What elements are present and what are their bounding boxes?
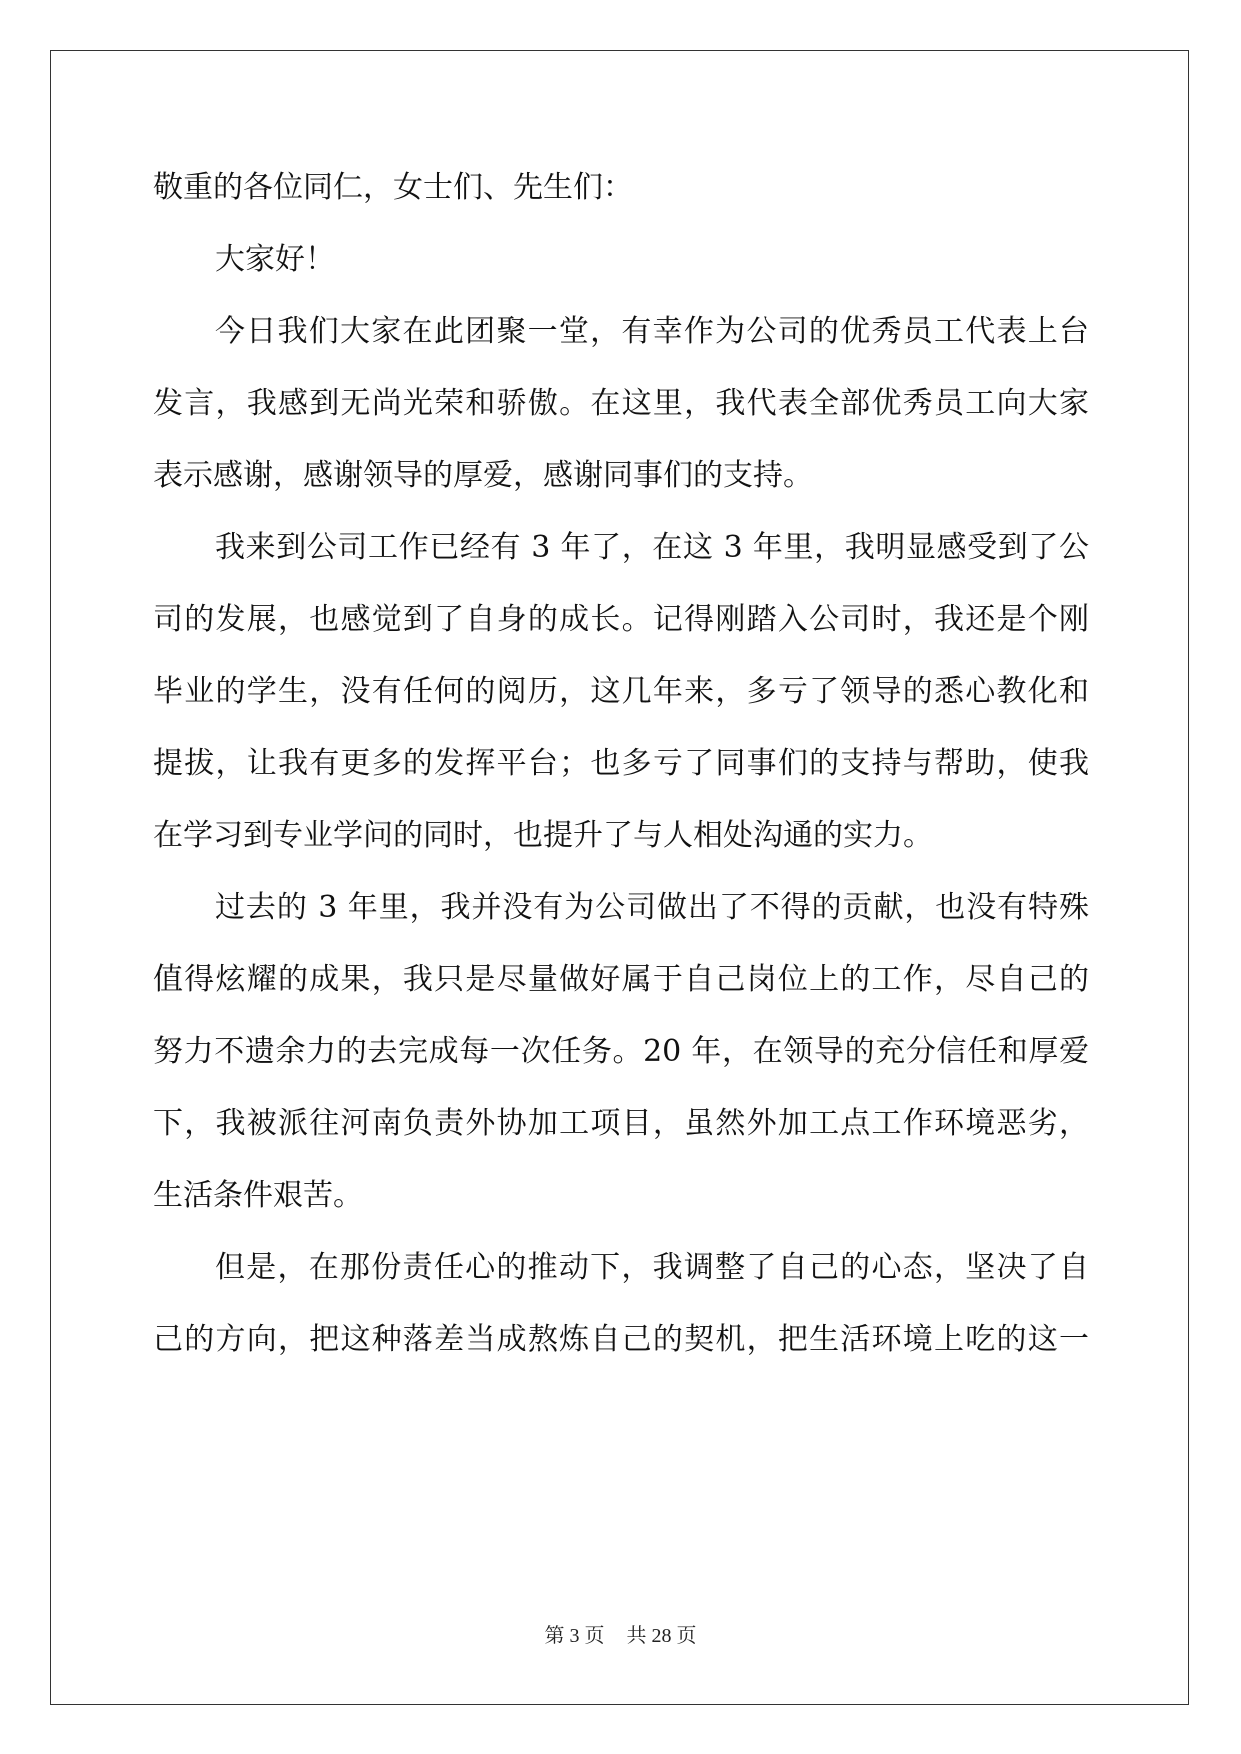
- paragraph-line: 值得炫耀的成果，我只是尽量做好属于自己岗位上的工作，尽自己的: [153, 962, 1089, 997]
- paragraph-line: 毕业的学生，没有任何的阅历，这几年来，多亏了领导的悉心教化和: [153, 674, 1089, 709]
- paragraph-line: 表示感谢，感谢领导的厚爱，感谢同事们的支持。: [153, 458, 813, 493]
- paragraph-line: 生活条件艰苦。: [153, 1178, 363, 1213]
- paragraph-line: 司的发展，也感觉到了自身的成长。记得刚踏入公司时，我还是个刚: [153, 602, 1089, 637]
- paragraph-line: 己的方向，把这种落差当成熬炼自己的契机，把生活环境上吃的这一: [153, 1322, 1089, 1357]
- paragraph-line: 过去的 3 年里，我并没有为公司做出了不得的贡献，也没有特殊: [215, 890, 1089, 925]
- paragraph-line: 努力不遗余力的去完成每一次任务。20 年，在领导的充分信任和厚爱: [153, 1034, 1089, 1069]
- page-number: 第 3 页: [544, 1625, 605, 1647]
- paragraph-line: 今日我们大家在此团聚一堂，有幸作为公司的优秀员工代表上台: [215, 314, 1089, 349]
- greeting-line: 大家好！: [215, 242, 335, 277]
- paragraph-line: 下，我被派往河南负责外协加工项目，虽然外加工点工作环境恶劣，: [153, 1106, 1089, 1141]
- paragraph-line: 发言，我感到无尚光荣和骄傲。在这里，我代表全部优秀员工向大家: [153, 386, 1089, 421]
- total-pages: 共 28 页: [626, 1625, 697, 1647]
- paragraph-line: 在学习到专业学问的同时，也提升了与人相处沟通的实力。: [153, 818, 933, 853]
- paragraph-line: 提拔，让我有更多的发挥平台；也多亏了同事们的支持与帮助，使我: [153, 746, 1089, 781]
- paragraph-line: 但是，在那份责任心的推动下，我调整了自己的心态，坚决了自: [215, 1250, 1089, 1285]
- salutation-line: 敬重的各位同仁，女士们、先生们：: [153, 170, 633, 205]
- page-border: [50, 50, 1189, 1705]
- page-footer: [0, 1623, 1241, 1649]
- paragraph-line: 我来到公司工作已经有 3 年了，在这 3 年里，我明显感受到了公: [215, 530, 1089, 565]
